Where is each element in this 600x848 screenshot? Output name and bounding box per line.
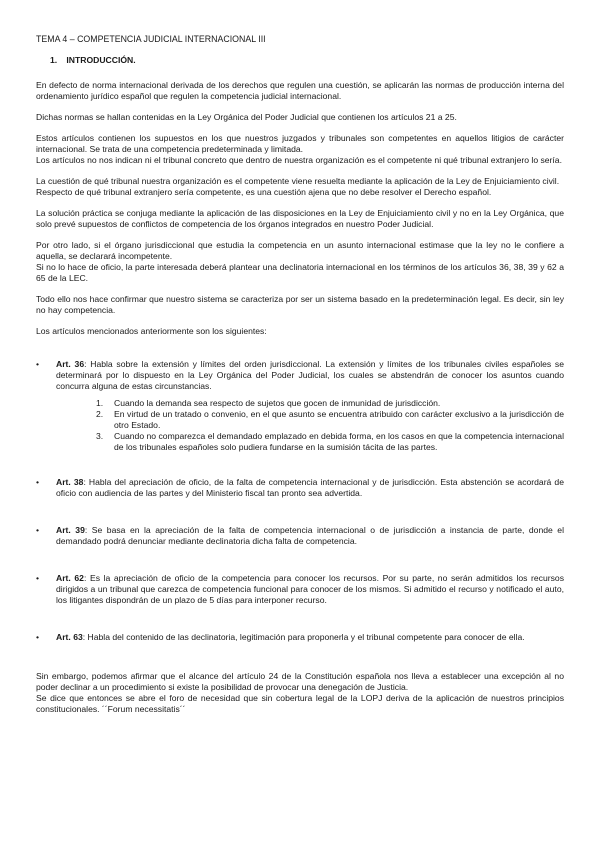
article-label: Art. 39: [56, 525, 85, 535]
sublist-text: Cuando la demanda sea respecto de sujetos que gocen de inmunidad de jurisdicción.: [114, 398, 441, 408]
closing-paragraph-1: Sin embargo, podemos afirmar que el alcance del artículo 24 de la Constitución española nos lleva a establecer una excepción al no poder declinar a un procedimiento si existe la posibilidad de provocar una denegación de Justicia.: [36, 671, 564, 692]
article-item-36: [36, 359, 564, 453]
article-text: : Habla del contenido de las declinatoria, legitimación para proponerla y el tribunal competente para conocer de ella.: [82, 632, 525, 642]
paragraph-3b: Los artículos no nos indican ni el tribunal concreto que dentro de nuestra organización es el competente ni qué tribunal extranjero lo sería.: [36, 155, 562, 165]
article-text: : Es la apreciación de oficio de la competencia para conocer los recursos. Por su parte, no serán admitidos los recursos dirigidos a un tribunal que carezca de competencia funcional para conocer de los mismos. Si admitido el recurso y notificado el auto, los litigantes dispondrán de un plazo de 5 días para interponer recurso.: [56, 573, 564, 605]
closing-paragraph-2: Se dice que entonces se abre el foro de necesidad que sin cobertura legal de la LOPJ deriva de la aplicación de nuestros principios constitucionales. ´´Forum necessitatis´´: [36, 693, 564, 714]
paragraph-4b: Respecto de qué tribunal extranjero sería competente, es una cuestión ajena que no debe resolver el Derecho español.: [36, 187, 492, 197]
section-heading-text: INTRODUCCIÓN.: [66, 55, 136, 65]
paragraph-6b: Si no lo hace de oficio, la parte interesada deberá plantear una declinatoria internacional en los términos de los artículos 36, 38, 39 y 62 a 65 de la LEC.: [36, 262, 564, 283]
paragraph-1: En defecto de norma internacional derivada de los derechos que regulen una cuestión, se aplicarán las normas de producción interna del ordenamiento jurídico español que regulen la competencia judicial internacional.: [36, 80, 564, 101]
article-item-62: [36, 573, 564, 606]
document-title: TEMA 4 – COMPETENCIA JUDICIAL INTERNACIONAL III: [36, 34, 266, 44]
article-item-39: [36, 525, 564, 547]
document-page: [36, 34, 564, 725]
sublist-number: 3.: [96, 431, 104, 441]
sublist-number: 2.: [96, 409, 104, 419]
paragraph-8: Los artículos mencionados anteriormente son los siguientes:: [36, 326, 267, 336]
paragraph-7: Todo ello nos hace confirmar que nuestro sistema se caracteriza por ser un sistema basado en la predeterminación legal. Es decir, sin ley no hay competencia.: [36, 294, 564, 315]
section-heading: [50, 55, 564, 66]
sublist-item: [96, 398, 564, 409]
sublist-item: [96, 431, 564, 453]
sublist-text: Cuando no comparezca el demandado emplazado en debida forma, en los casos en que la competencia internacional de los tribunales españoles solo pudiera fundarse en la sumisión tácita de las partes.: [114, 431, 564, 452]
article-item-38: [36, 477, 564, 499]
bullet-icon: •: [36, 632, 40, 642]
paragraph-5: La solución práctica se conjuga mediante la aplicación de las disposiciones en la Ley de Enjuiciamiento civil y no en la Ley Orgánica, que solo prevé supuestos de conflictos de competencia de los órganos integrados en nuestro Poder Judicial.: [36, 208, 564, 229]
bullet-icon: •: [36, 573, 40, 583]
article-36-sublist: [56, 398, 564, 453]
article-label: Art. 36: [56, 359, 85, 369]
article-label: Art. 63: [56, 632, 83, 642]
bullet-icon: •: [36, 525, 40, 535]
section-number: 1.: [50, 55, 58, 65]
sublist-number: 1.: [96, 398, 104, 408]
article-label: Art. 38: [56, 477, 84, 487]
article-text: : Habla sobre la extensión y límites del orden jurisdiccional. La extensión y límites de los tribunales civiles españoles se determinará por lo dispuesto en la Ley Orgánica del Poder Judicial, los cuales se abstendrán de conocer los asuntos cuando concurra alguna de estas circunstancias.: [56, 359, 564, 391]
paragraph-6a: Por otro lado, si el órgano jurisdiccional que estudia la competencia en un asunto internacional estimase que la ley no le confiere a aquella, se declarará incompetente.: [36, 240, 564, 261]
paragraph-3a: Estos artículos contienen los supuestos en los que nuestros juzgados y tribunales son competentes en aquellos litigios de carácter internacional. Se trata de una competencia predeterminada y limitada.: [36, 133, 564, 154]
sublist-text: En virtud de un tratado o convenio, en el que asunto se encuentra atribuido con carácter exclusivo a la jurisdicción de otro Estado.: [114, 409, 564, 430]
article-text: : Se basa en la apreciación de la falta de competencia internacional o de jurisdicción a instancia de parte, donde el demandado podrá denunciar mediante declinatoria dicha falta de competencia.: [56, 525, 564, 546]
article-text: : Habla del apreciación de oficio, de la falta de competencia internacional y de jurisdicción. Esta abstención se acordará de oficio con audiencia de las partes y del Ministerio fiscal tan pronto sea advertida.: [56, 477, 564, 498]
bullet-icon: •: [36, 359, 40, 369]
paragraph-2: Dichas normas se hallan contenidas en la Ley Orgánica del Poder Judicial que contienen los artículos 21 a 25.: [36, 112, 457, 122]
sublist-item: [96, 409, 564, 431]
articles-list: [36, 359, 564, 643]
paragraph-4a: La cuestión de qué tribunal nuestra organización es el competente viene resuelta mediante la aplicación de la Ley de Enjuiciamiento civil.: [36, 176, 560, 186]
article-item-63: [36, 632, 564, 643]
bullet-icon: •: [36, 477, 40, 487]
article-label: Art. 62: [56, 573, 84, 583]
